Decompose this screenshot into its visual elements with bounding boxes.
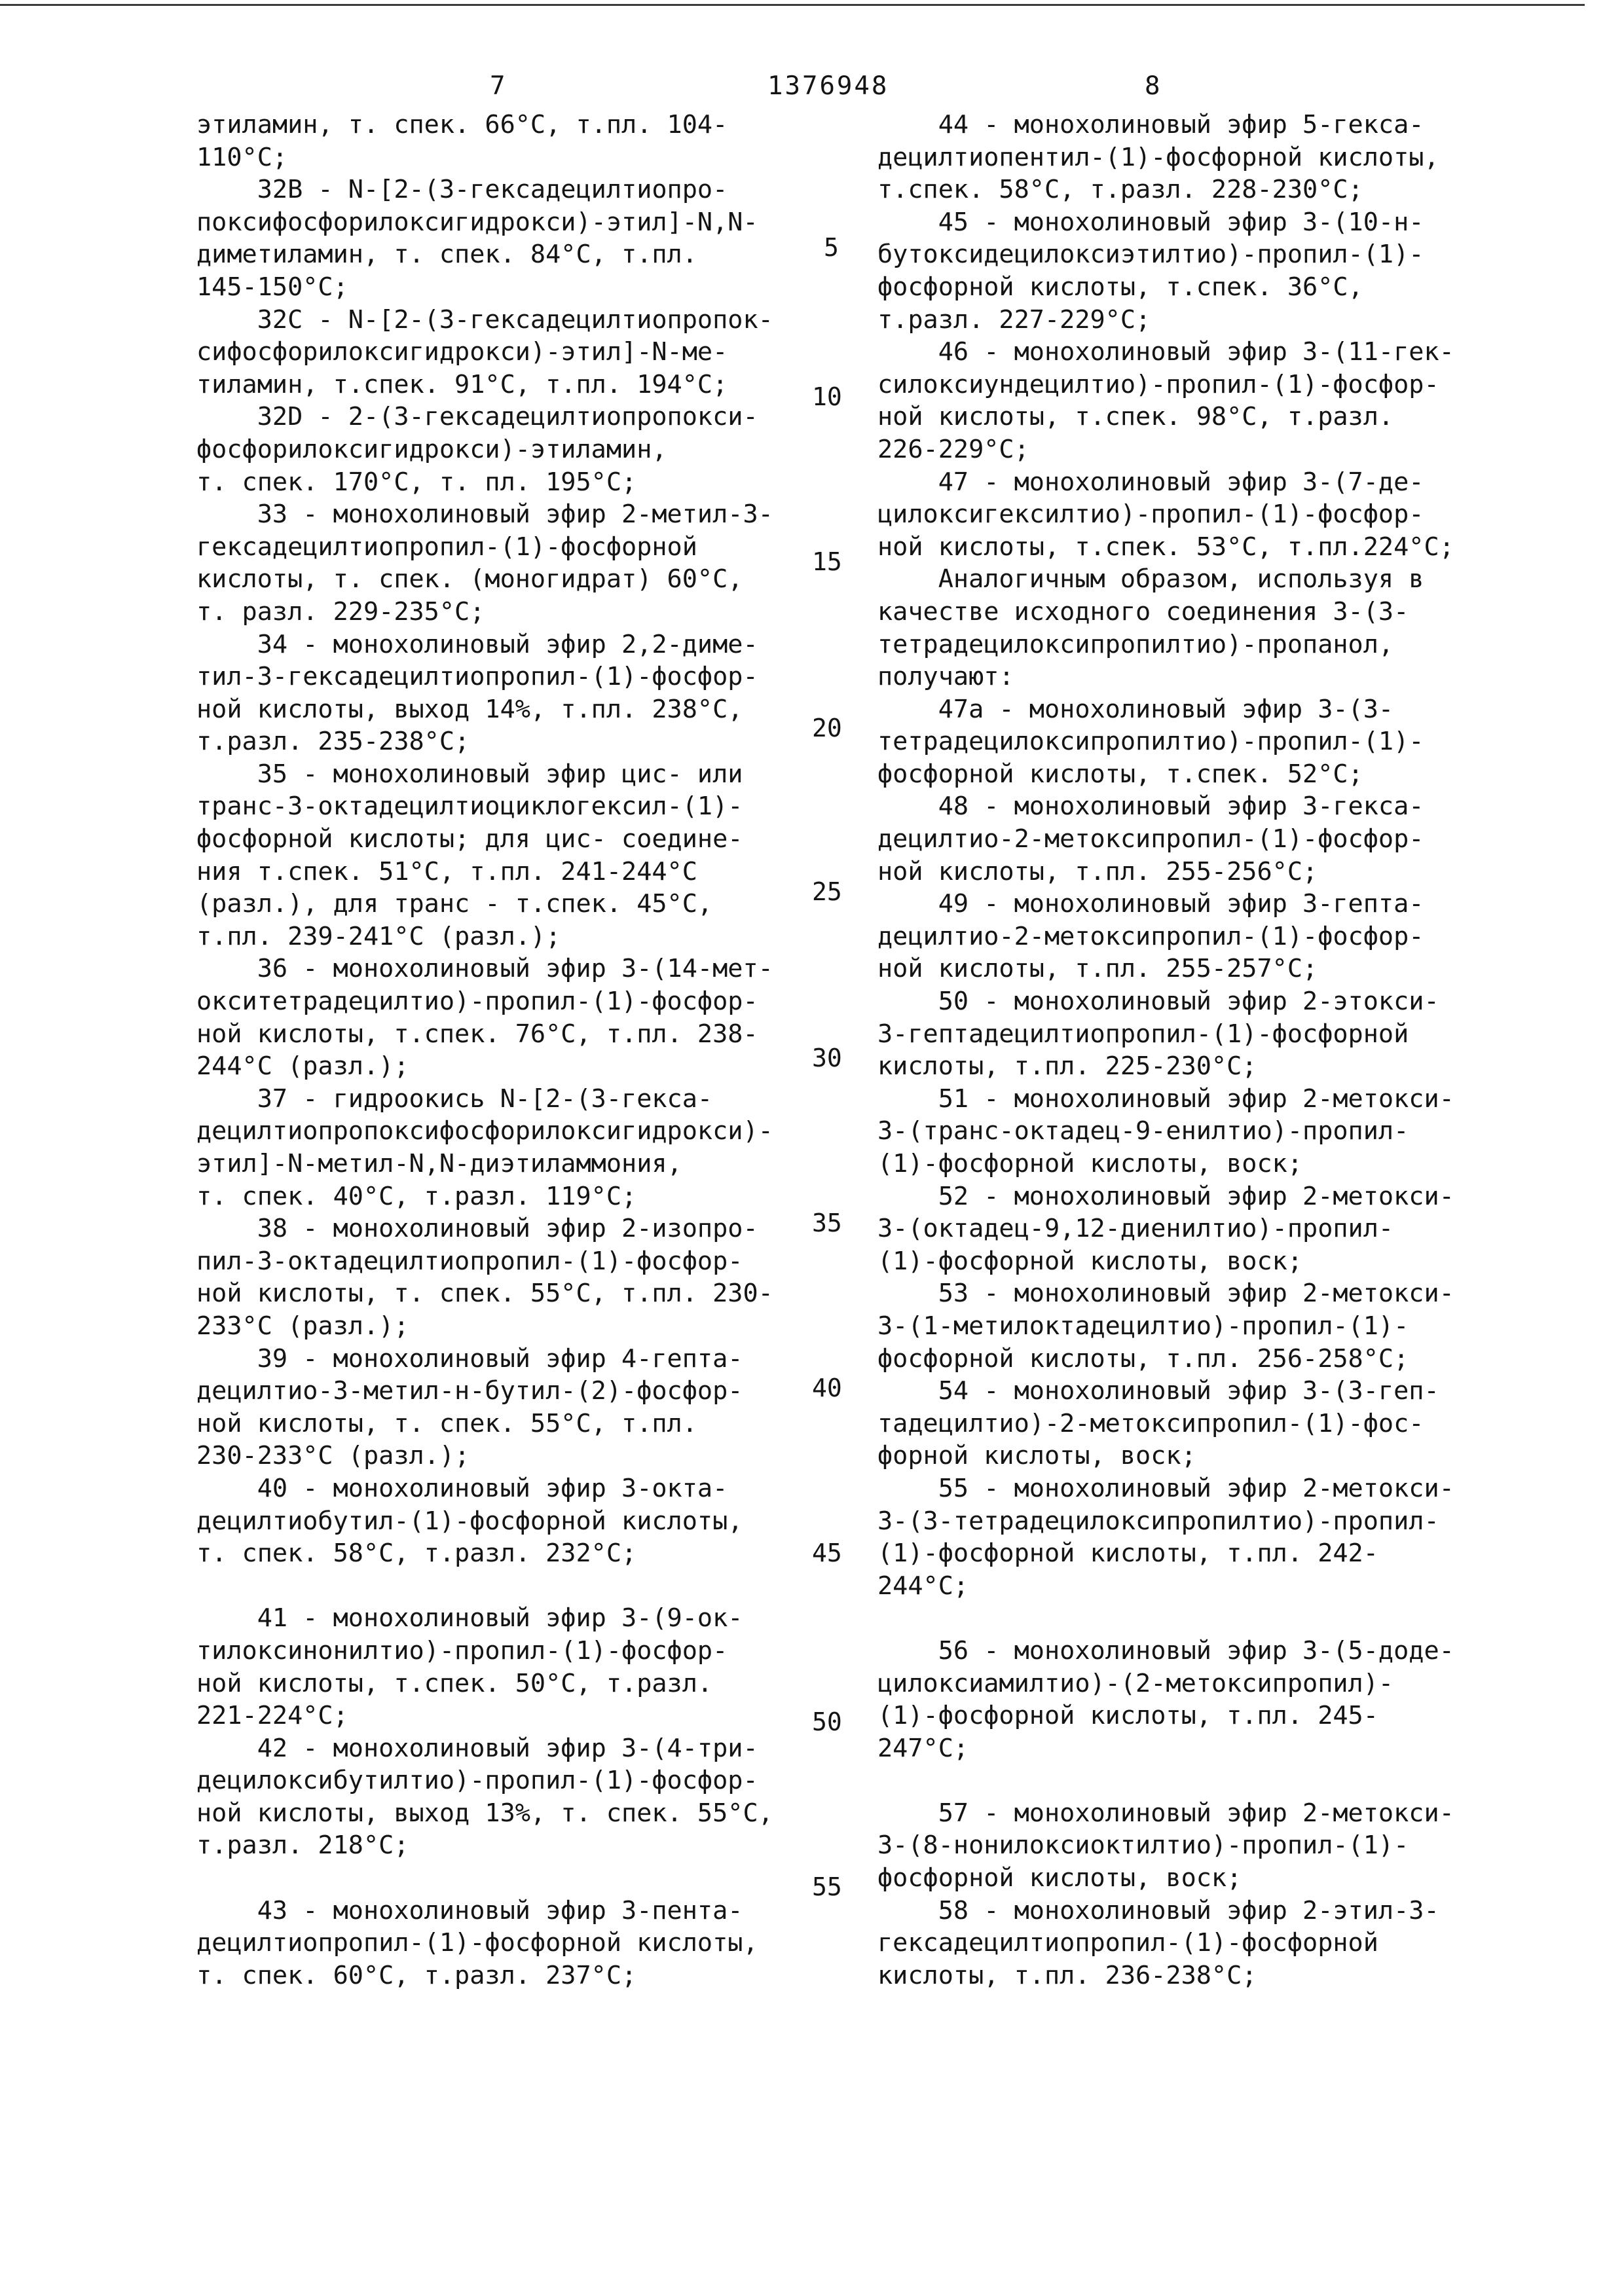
text-line: 226-229°С; — [877, 434, 1029, 464]
text-line: 35 - монохолиновый эфир цис- или — [196, 759, 743, 789]
text-line: фосфорной кислоты, воск; — [877, 1863, 1242, 1893]
text-line: фосфорилоксигидрокси)-этиламин, — [196, 434, 667, 464]
text-line: 3-(3-тетрадецилоксипропилтио)-пропил- — [877, 1506, 1439, 1536]
text-line: цилоксиамилтио)-(2-метоксипропил)- — [877, 1668, 1394, 1698]
page-number-right: 8 — [1145, 71, 1160, 101]
text-line: фосфорной кислоты, т.спек. 52°С; — [877, 759, 1363, 789]
text-line: децилтиопропоксифосфорилоксигидрокси)- — [196, 1116, 773, 1146]
text-line: 58 - монохолиновый эфир 2-этил-3- — [877, 1895, 1439, 1925]
text-line: 52 - монохолиновый эфир 2-метокси- — [877, 1181, 1454, 1211]
text-line: (1)-фосфорной кислоты, т.пл. 242- — [877, 1539, 1378, 1569]
line-number-marker: 25 — [812, 877, 842, 906]
text-line — [877, 1764, 1506, 1797]
text-line: децилтиопентил-(1)-фосфорной кислоты, — [877, 142, 1439, 172]
text-line: ния т.спек. 51°С, т.пл. 241-244°С — [196, 856, 697, 886]
text-line: тетрадецилоксипропилтио)-пропанол, — [877, 629, 1394, 659]
line-number-marker: 40 — [812, 1374, 842, 1402]
text-line: кислоты, т. спек. (моногидрат) 60°С, — [196, 564, 743, 594]
line-number-marker: 15 — [812, 547, 842, 576]
text-line: 110°С; — [196, 142, 288, 172]
text-line: тилоксинонилтио)-пропил-(1)-фосфор- — [196, 1635, 728, 1666]
text-line: т. спек. 40°С, т.разл. 119°С; — [196, 1181, 637, 1211]
text-line: 39 - монохолиновый эфир 4-гепта- — [196, 1343, 743, 1374]
text-line: гексадецилтиопропил-(1)-фосфорной — [877, 1928, 1378, 1958]
text-line: форной кислоты, воск; — [877, 1441, 1196, 1471]
text-line: ной кислоты, т.пл. 255-257°С; — [877, 954, 1318, 984]
text-line: 50 - монохолиновый эфир 2-этокси- — [877, 987, 1439, 1017]
text-line: 47 - монохолиновый эфир 3-(7-де- — [877, 467, 1424, 497]
text-line: ной кислоты, выход 14%, т.пл. 238°С, — [196, 694, 743, 724]
text-line: 38 - монохолиновый эфир 2-изопро- — [196, 1214, 758, 1244]
text-line: диметиламин, т. спек. 84°С, т.пл. — [196, 240, 697, 270]
text-line: (разл.), для транс - т.спек. 45°С, — [196, 889, 713, 919]
text-line: децилтиопропил-(1)-фосфорной кислоты, — [196, 1928, 758, 1958]
line-number-marker: 10 — [812, 382, 842, 411]
right-text-column — [877, 109, 1506, 1992]
text-line: 42 - монохолиновый эфир 3-(4-три- — [196, 1733, 758, 1763]
text-line: тадецилтио)-2-метоксипропил-(1)-фос- — [877, 1408, 1424, 1438]
text-line: (1)-фосфорной кислоты, воск; — [877, 1149, 1303, 1178]
text-line: фосфорной кислоты, т.спек. 36°С, — [877, 272, 1363, 302]
text-line: 57 - монохолиновый эфир 2-метокси- — [877, 1798, 1454, 1828]
text-line: силоксиундецилтио)-пропил-(1)-фосфор- — [877, 369, 1439, 399]
text-line: 221-224°С; — [196, 1701, 348, 1731]
text-line: децилоксибутилтио)-пропил-(1)-фосфор- — [196, 1766, 758, 1796]
text-line: ной кислоты, т.спек. 53°С, т.пл.224°С; — [877, 532, 1454, 562]
text-line: т. разл. 229-235°С; — [196, 596, 485, 627]
text-line: бутоксидецилоксиэтилтио)-пропил-(1)- — [877, 240, 1424, 270]
text-line: т. спек. 170°С, т. пл. 195°С; — [196, 467, 637, 497]
text-line: 230-233°С (разл.); — [196, 1441, 470, 1471]
text-line: 41 - монохолиновый эфир 3-(9-ок- — [196, 1603, 743, 1633]
text-line: пил-3-октадецилтиопропил-(1)-фосфор- — [196, 1246, 743, 1276]
text-line: 49 - монохолиновый эфир 3-гепта- — [877, 889, 1424, 919]
text-line: окситетрадецилтио)-пропил-(1)-фосфор- — [196, 987, 758, 1017]
text-line: 33 - монохолиновый эфир 2-метил-3- — [196, 500, 773, 530]
text-line: 51 - монохолиновый эфир 2-метокси- — [877, 1084, 1454, 1114]
text-line: фосфорной кислоты; для цис- соедине- — [196, 824, 743, 854]
text-line: 3-(транс-октадец-9-енилтио)-пропил- — [877, 1116, 1409, 1146]
text-line: кислоты, т.пл. 236-238°С; — [877, 1960, 1257, 1990]
text-line: ной кислоты, т.спек. 50°С, т.разл. — [196, 1668, 713, 1698]
text-line: 44 - монохолиновый эфир 5-гекса- — [877, 110, 1424, 139]
text-line: сифосфорилоксигидрокси)-этил]-N-ме- — [196, 337, 728, 367]
text-line: т.разл. 218°С; — [196, 1831, 409, 1861]
text-line: тетрадецилоксипропилтио)-пропил-(1)- — [877, 727, 1424, 757]
text-line: 32D - 2-(3-гексадецилтиопропокси- — [196, 402, 758, 432]
text-line: децилтио-3-метил-н-бутил-(2)-фосфор- — [196, 1376, 743, 1406]
text-line: 34 - монохолиновый эфир 2,2-диме- — [196, 629, 758, 659]
text-line: тил-3-гексадецилтиопропил-(1)-фосфор- — [196, 662, 758, 692]
line-number-marker: 30 — [812, 1044, 842, 1072]
text-line: 3-(1-метилоктадецилтио)-пропил-(1)- — [877, 1311, 1409, 1341]
text-line: т.пл. 239-241°С (разл.); — [196, 921, 561, 951]
line-number-marker: 35 — [812, 1209, 842, 1237]
text-line: 43 - монохолиновый эфир 3-пента- — [196, 1895, 743, 1925]
text-line: 32С - N-[2-(3-гексадецилтиопропок- — [196, 304, 773, 335]
text-line: фосфорной кислоты, т.пл. 256-258°С; — [877, 1343, 1409, 1374]
text-line: (1)-фосфорной кислоты, т.пл. 245- — [877, 1701, 1378, 1731]
text-line: т.разл. 235-238°С; — [196, 727, 470, 757]
page-number-left: 7 — [490, 71, 506, 101]
text-line: 48 - монохолиновый эфир 3-гекса- — [877, 792, 1424, 822]
top-rule — [0, 4, 1585, 6]
text-line: децилтио-2-метоксипропил-(1)-фосфор- — [877, 921, 1424, 951]
text-line: 233°С (разл.); — [196, 1311, 409, 1341]
text-line: ной кислоты, т.пл. 255-256°С; — [877, 856, 1318, 886]
text-line: т. спек. 60°С, т.разл. 237°С; — [196, 1960, 637, 1990]
text-line: т.разл. 227-229°С; — [877, 304, 1151, 335]
text-line: 247°С; — [877, 1733, 969, 1763]
text-line: ной кислоты, выход 13%, т. спек. 55°С, — [196, 1798, 773, 1828]
text-line: качестве исходного соединения 3-(3- — [877, 596, 1409, 627]
text-line: цилоксигексилтио)-пропил-(1)-фосфор- — [877, 500, 1424, 530]
text-line: ной кислоты, т.спек. 98°С, т.разл. — [877, 402, 1394, 432]
text-line: децилтио-2-метоксипропил-(1)-фосфор- — [877, 824, 1424, 854]
text-line: т. спек. 58°С, т.разл. 232°С; — [196, 1539, 637, 1569]
text-line: транс-3-октадецилтиоциклогексил-(1)- — [196, 792, 743, 822]
text-line — [196, 1570, 825, 1603]
text-line — [196, 1862, 825, 1895]
text-line: 36 - монохолиновый эфир 3-(14-мет- — [196, 954, 773, 984]
text-line: 244°С; — [877, 1571, 969, 1601]
text-line: Аналогичным образом, используя в — [877, 564, 1424, 594]
document-number: 1376948 — [767, 71, 889, 101]
line-number-marker: 45 — [812, 1539, 842, 1567]
text-line: этил]-N-метил-N,N-диэтиламмония, — [196, 1149, 682, 1178]
text-line: 47а - монохолиновый эфир 3-(3- — [877, 694, 1394, 724]
text-line: 45 - монохолиновый эфир 3-(10-н- — [877, 207, 1424, 237]
text-line: тиламин, т.спек. 91°С, т.пл. 194°С; — [196, 369, 728, 399]
text-line: 40 - монохолиновый эфир 3-окта- — [196, 1473, 728, 1503]
text-line: 3-(октадец-9,12-диенилтио)-пропил- — [877, 1214, 1394, 1244]
text-line: гексадецилтиопропил-(1)-фосфорной — [196, 532, 697, 562]
line-number-marker: 20 — [812, 714, 842, 742]
text-line: 145-150°С; — [196, 272, 348, 302]
text-line: получают: — [877, 662, 1014, 692]
text-line: ной кислоты, т. спек. 55°С, т.пл. — [196, 1408, 697, 1438]
text-line: ной кислоты, т. спек. 55°С, т.пл. 230- — [196, 1279, 773, 1309]
text-line: этиламин, т. спек. 66°С, т.пл. 104- — [196, 110, 728, 139]
text-line: 37 - гидроокись N-[2-(3-гекса- — [196, 1084, 713, 1114]
text-line: 46 - монохолиновый эфир 3-(11-гек- — [877, 337, 1454, 367]
line-number-marker: 50 — [812, 1707, 842, 1736]
text-line: 55 - монохолиновый эфир 2-метокси- — [877, 1473, 1454, 1503]
text-line: поксифосфорилоксигидрокси)-этил]-N,N- — [196, 207, 758, 237]
text-line: 56 - монохолиновый эфир 3-(5-доде- — [877, 1635, 1454, 1666]
text-line: 244°С (разл.); — [196, 1051, 409, 1082]
text-line — [877, 1602, 1506, 1635]
line-number-marker: 55 — [812, 1872, 842, 1901]
text-line: ной кислоты, т.спек. 76°С, т.пл. 238- — [196, 1019, 758, 1049]
text-line: кислоты, т.пл. 225-230°С; — [877, 1051, 1257, 1082]
line-number-marker: 5 — [824, 233, 839, 262]
text-line: 54 - монохолиновый эфир 3-(3-геп- — [877, 1376, 1439, 1406]
text-line: (1)-фосфорной кислоты, воск; — [877, 1246, 1303, 1276]
left-text-column — [196, 109, 825, 1992]
text-line: децилтиобутил-(1)-фосфорной кислоты, — [196, 1506, 743, 1536]
text-line: 32В - N-[2-(3-гексадецилтиопро- — [196, 175, 728, 205]
text-line: 3-гептадецилтиопропил-(1)-фосфорной — [877, 1019, 1409, 1049]
text-line: т.спек. 58°С, т.разл. 228-230°С; — [877, 175, 1363, 205]
text-line: 53 - монохолиновый эфир 2-метокси- — [877, 1279, 1454, 1309]
text-line: 3-(8-нонилоксиоктилтио)-пропил-(1)- — [877, 1831, 1409, 1861]
